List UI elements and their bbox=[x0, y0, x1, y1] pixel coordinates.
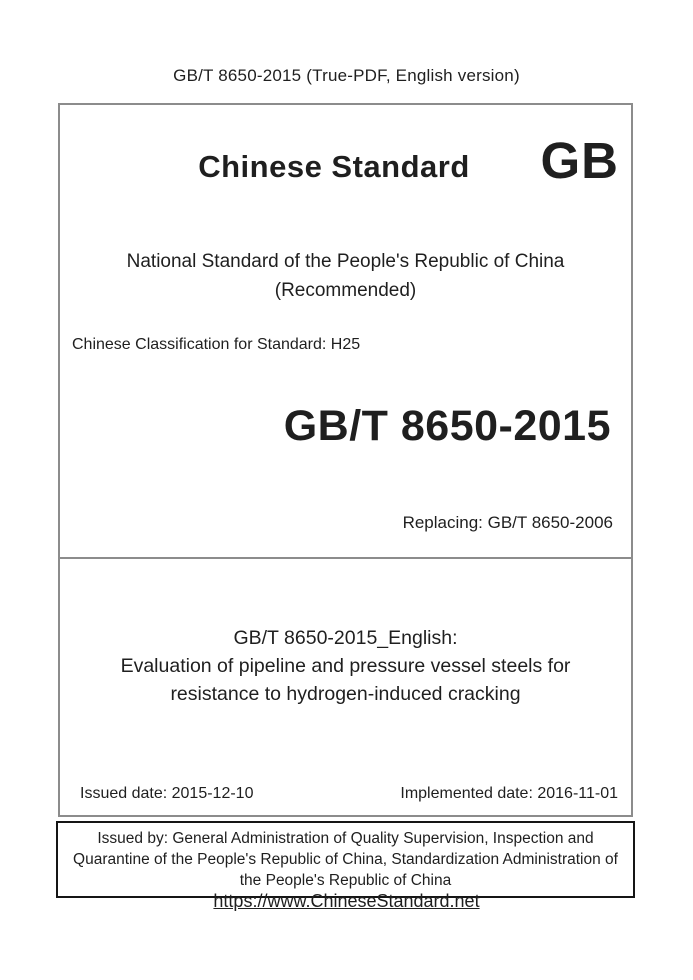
implemented-date: Implemented date: 2016-11-01 bbox=[400, 785, 618, 802]
section-divider bbox=[60, 557, 631, 559]
standard-number: GB/T 8650-2015 bbox=[283, 402, 611, 450]
national-standard-line: National Standard of the People's Republic of China bbox=[126, 251, 565, 272]
brand-title: Chinese Standard bbox=[198, 149, 470, 184]
page-header-title: GB/T 8650-2015 (True-PDF, English version) bbox=[173, 66, 520, 85]
gb-logo: GB bbox=[540, 132, 619, 189]
website-link[interactable]: https://www.ChineseStandard.net bbox=[213, 891, 480, 911]
replacing-note: Replacing: GB/T 8650-2006 bbox=[402, 513, 613, 532]
issuer-box bbox=[56, 821, 635, 898]
issuer-text: Issued by: General Administration of Quality Supervision, Inspection and Quarantine of the People's Republic of China, Standardization Administration of the People's Republic of China bbox=[73, 830, 618, 889]
national-standard-block bbox=[60, 247, 631, 305]
issued-date: Issued date: 2015-12-10 bbox=[80, 785, 254, 802]
classification-code: Chinese Classification for Standard: H25 bbox=[72, 336, 361, 353]
dates-row bbox=[80, 785, 618, 803]
recommended-line: (Recommended) bbox=[274, 280, 417, 301]
english-title-line: Evaluation of pipeline and pressure vessel steels for bbox=[120, 655, 571, 677]
standard-cover-box bbox=[58, 103, 633, 817]
english-title-line: resistance to hydrogen-induced cracking bbox=[170, 683, 521, 705]
english-title-heading: GB/T 8650-2015_English: bbox=[233, 627, 458, 649]
english-title-block bbox=[60, 624, 631, 708]
